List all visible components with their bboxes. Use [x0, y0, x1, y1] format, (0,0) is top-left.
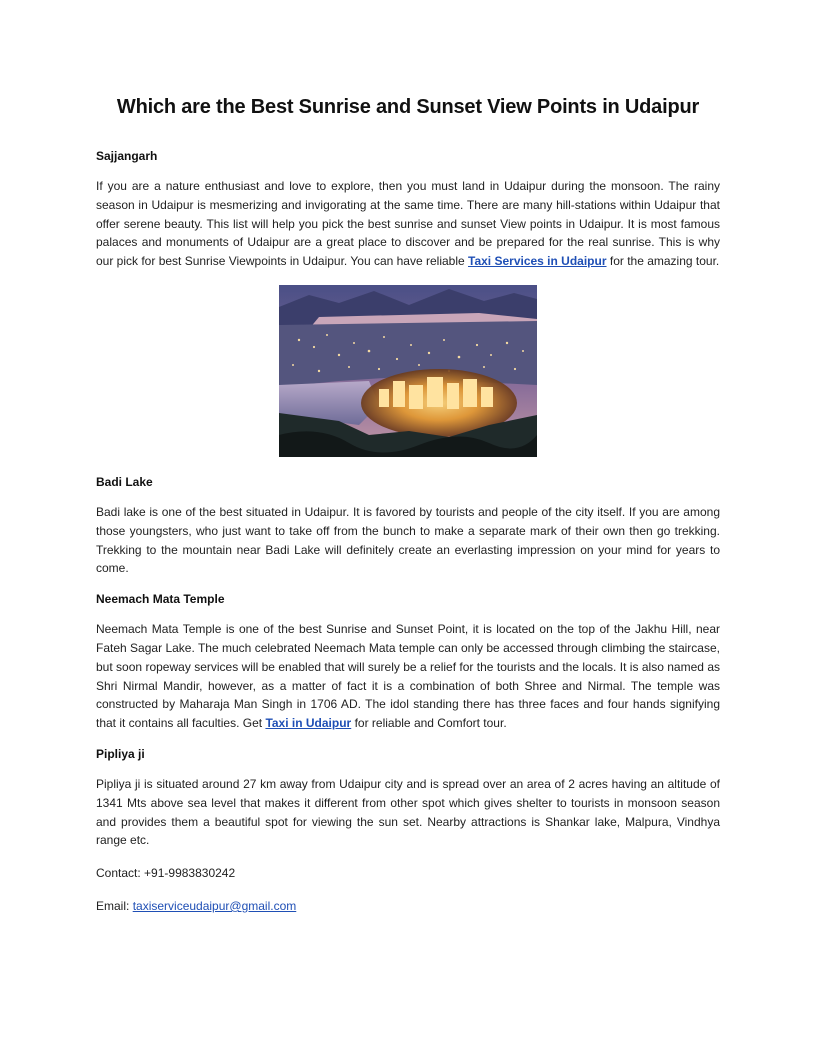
paragraph-text: Neemach Mata Temple is one of the best Sunrise and Sunset Point, it is located on the top of the Jakhu Hill, near Fateh Sagar Lake. The much celebrated Neemach Mata temple can only be accessed through climbing the staircase, but soon ropeway services will be enabled that will surely be a relief for the tourists and the locals. It is also named as Shri Nirmal Mandir, however, as a matter of fact it is a combination of both Shree and Nirmal. The temple was constructed by Maharaja Man Singh in 1706 AD. The idol standing there has three faces and four hands signifying that it contains all faculties. Get: [96, 622, 720, 731]
section-paragraph-pipliya-ji: Pipliya ji is situated around 27 km away from Udaipur city and is spread over an area of 2 acres having an altitude of 1341 Mts above sea level that makes it different from other spot which gives shelter to tourists in monsoon season and provides them a beautiful spot for viewing the sun set. Nearby attractions is Shankar lake, Malpura, Vindhya range etc.: [96, 776, 720, 848]
document-page: [96, 96, 720, 930]
section-paragraph-neemach-mata: [96, 620, 720, 733]
page-title: Which are the Best Sunrise and Sunset View Points in Udaipur: [116, 96, 700, 118]
section-heading-pipliya-ji: Pipliya ji: [96, 746, 145, 761]
taxi-in-udaipur-link[interactable]: Taxi in Udaipur: [265, 716, 352, 731]
email-link[interactable]: taxiserviceudaipur@gmail.com: [132, 898, 297, 913]
contact-email: [96, 897, 720, 916]
contact-phone-label: Contact:: [96, 866, 141, 881]
section-heading-sajjangarh: Sajjangarh: [96, 149, 158, 163]
section-paragraph-badi-lake: Badi lake is one of the best situated in Udaipur. It is favored by tourists and people of the city itself. If you are among those youngsters, who just want to take off from the bunch to make a separate mark of their own then go trekking. Trekking to the mountain near Badi Lake will definitely create an everlasting impression on your mind for years to come.: [96, 504, 720, 576]
taxi-services-link[interactable]: Taxi Services in Udaipur: [468, 254, 607, 269]
section-heading-badi-lake: Badi Lake: [96, 474, 153, 489]
paragraph-text: for reliable and Comfort tour.: [354, 716, 507, 731]
contact-phone-value: +91-9983830242: [144, 866, 236, 881]
paragraph-text: for the amazing tour.: [609, 254, 720, 269]
section-paragraph-sajjangarh: [96, 177, 720, 271]
contact-email-label: Email:: [96, 898, 130, 913]
contact-phone: [96, 864, 720, 883]
section-heading-neemach-mata: Neemach Mata Temple: [96, 592, 225, 607]
udaipur-city-photo: [279, 285, 537, 457]
paragraph-text: If you are a nature enthusiast and love to explore, then you must land in Udaipur during the monsoon. The rainy season in Udaipur is mesmerizing and invigorating at the same time. There are many hill-stations within Udaipur that offer serene beauty. This list will help you pick the best sunrise and sunset View points in Udaipur. It is most famous palaces and monuments of Udaipur are a great place to discover and be prepared for the real sunrise. This is why our pick for best Sunrise Viewpoints in Udaipur. You can have reliable: [96, 179, 720, 269]
